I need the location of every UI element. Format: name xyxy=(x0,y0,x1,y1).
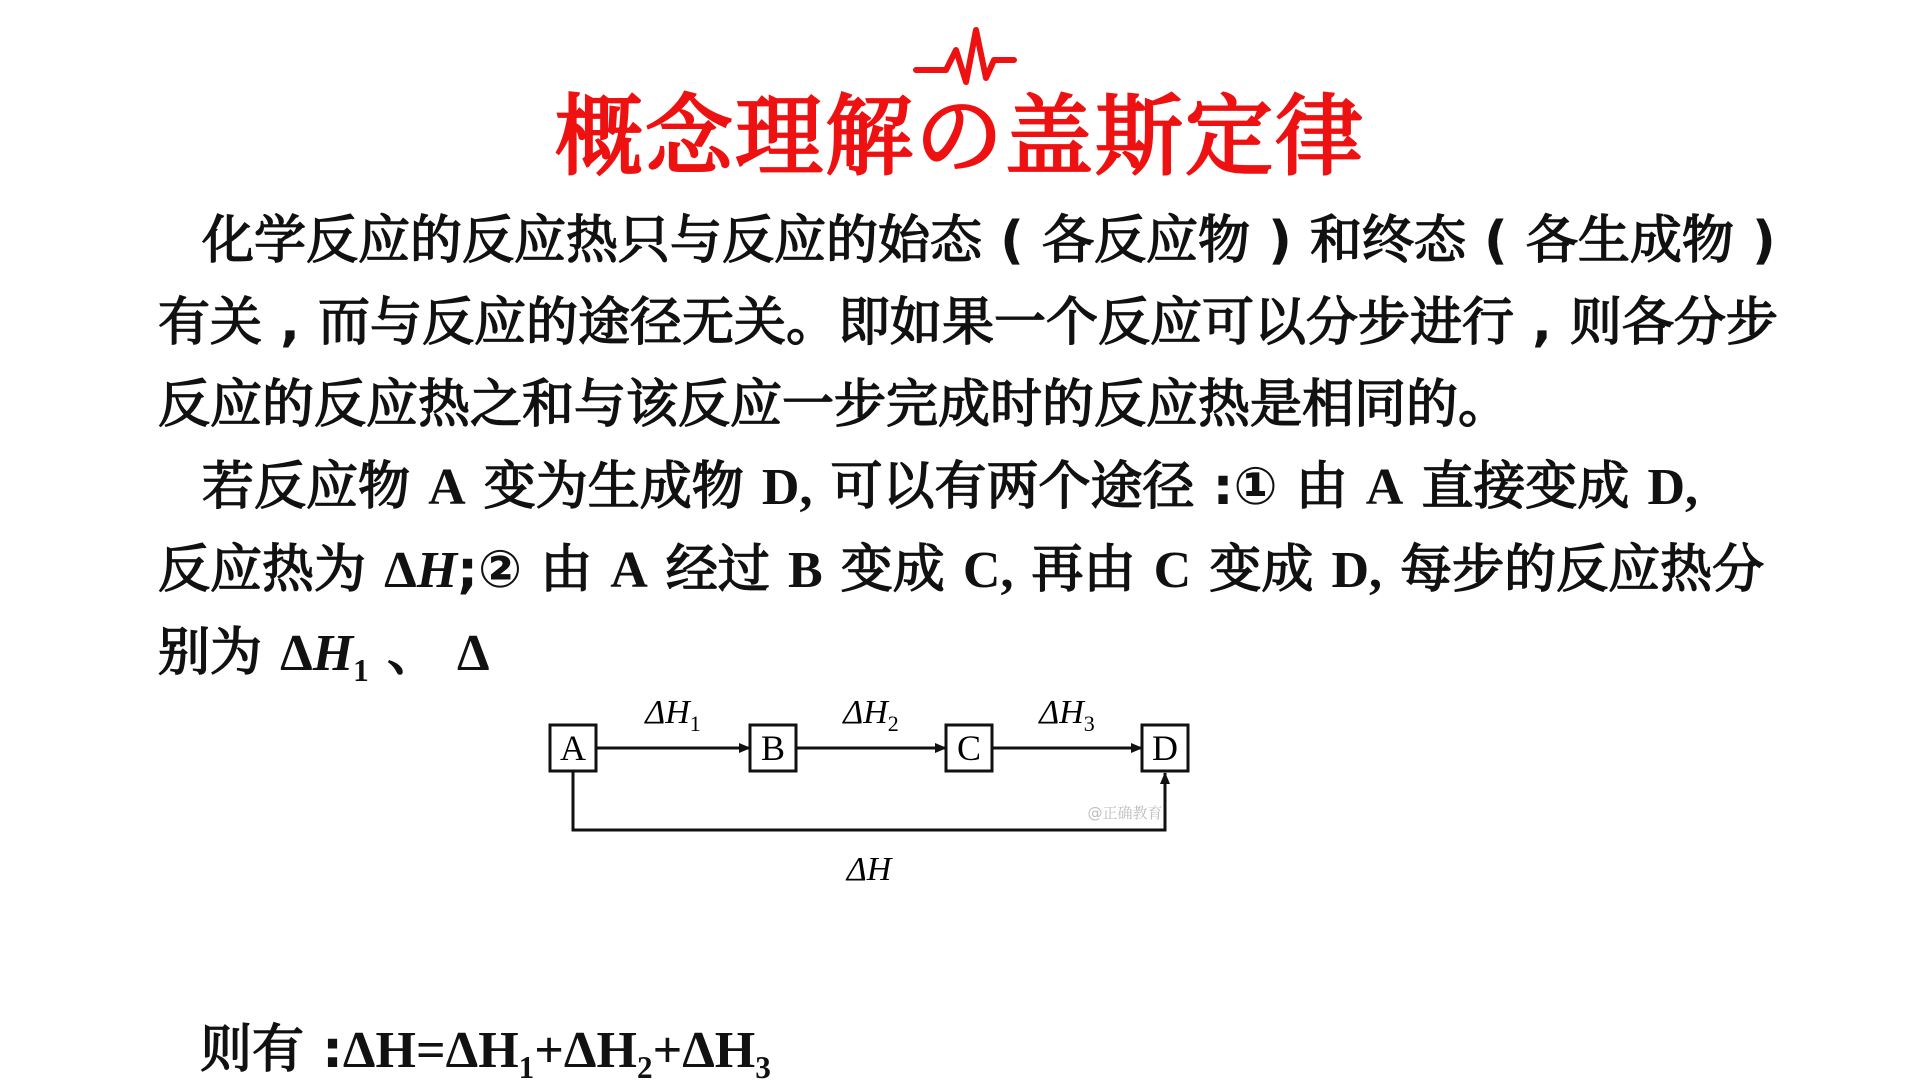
paragraph-1-text: 化学反应的反应热只与反应的始态 ( 各反应物 ) 和终态 ( 各生成物 ) 有关 , 而与反应的途径无关。即如果一个反应可以分步进行 , 则各分步反应的反应热之和与该反应一步完成时的反应热是相同的。 xyxy=(158,211,1778,435)
p2-letter-c-2: C xyxy=(1153,542,1192,599)
p2-text-6: ;② 由 xyxy=(457,540,611,600)
formula-dh1: ΔH xyxy=(445,1022,519,1079)
p2-text-1: 若反应物 xyxy=(202,457,429,517)
p2-text-8: 变成 xyxy=(822,540,963,600)
formula-dh3: ΔH xyxy=(682,1022,756,1079)
formula-prefix: 则有 : xyxy=(200,1020,343,1080)
direct-path-arrow xyxy=(573,771,1165,830)
formula-sub-1: 1 xyxy=(518,1049,535,1085)
formula-plus-1: + xyxy=(534,1022,564,1079)
step-label-3: $\Delta H_3$ xyxy=(1039,695,1095,736)
p2-letter-d-3: D, xyxy=(1331,542,1383,599)
p2-separator: 、 xyxy=(368,623,457,683)
p2-letter-a: A xyxy=(428,459,466,516)
p2-text-9: 再由 xyxy=(1013,540,1154,600)
p2-text-2: 变为生成物 xyxy=(465,457,762,517)
formula-sub-2: 2 xyxy=(636,1049,653,1085)
page-title: 概念理解の盖斯定律 xyxy=(554,85,1365,188)
p2-letter-c: C, xyxy=(962,542,1014,599)
p2-text-10: 变成 xyxy=(1191,540,1332,600)
title-area xyxy=(0,22,1920,188)
formula-dh: ΔH xyxy=(342,1022,416,1079)
node-label-b: B xyxy=(760,728,786,768)
p2-text-4: 直接变成 xyxy=(1403,457,1648,517)
p2-letter-a-2: A xyxy=(1365,459,1404,516)
p2-letter-a-3: A xyxy=(610,542,648,599)
paragraph-1 xyxy=(158,200,1778,446)
p2-letter-d: D, xyxy=(761,459,813,516)
p2-text-7: 经过 xyxy=(647,540,788,600)
watermark-text: @正确教育 xyxy=(1087,804,1163,822)
p2-delta: Δ xyxy=(384,542,417,599)
formula-sub-3: 3 xyxy=(755,1049,771,1085)
body-text xyxy=(158,200,1778,695)
formula-equals: = xyxy=(415,1022,446,1079)
p2-delta-2: Δ xyxy=(280,625,313,682)
step-label-1: $\Delta H_1$ xyxy=(645,695,701,736)
p2-h-2: H xyxy=(312,625,354,682)
direct-path-label: ΔH xyxy=(846,851,892,888)
p2-text-5: 反应热为 xyxy=(158,540,385,600)
p2-delta-3: Δ xyxy=(456,625,490,682)
p2-h: H xyxy=(416,542,458,599)
step-label-2: $\Delta H_2$ xyxy=(843,695,899,736)
p2-text-3: 可以有两个途径 :① 由 xyxy=(812,457,1366,517)
p2-letter-d-2: D, xyxy=(1647,459,1699,516)
node-label-c: C xyxy=(956,728,982,768)
p2-text-11: 每步的反应热分别为 xyxy=(158,540,1765,683)
p2-letter-b: B xyxy=(787,542,823,599)
node-label-d: D xyxy=(1152,728,1178,768)
formula-dh2: ΔH xyxy=(563,1022,637,1079)
node-label-a: A xyxy=(560,728,586,768)
formula-plus-2: + xyxy=(652,1022,683,1079)
reaction-path-diagram xyxy=(510,695,1210,895)
paragraph-2 xyxy=(158,446,1778,695)
formula xyxy=(200,1020,771,1085)
p2-sub-1: 1 xyxy=(353,652,369,688)
